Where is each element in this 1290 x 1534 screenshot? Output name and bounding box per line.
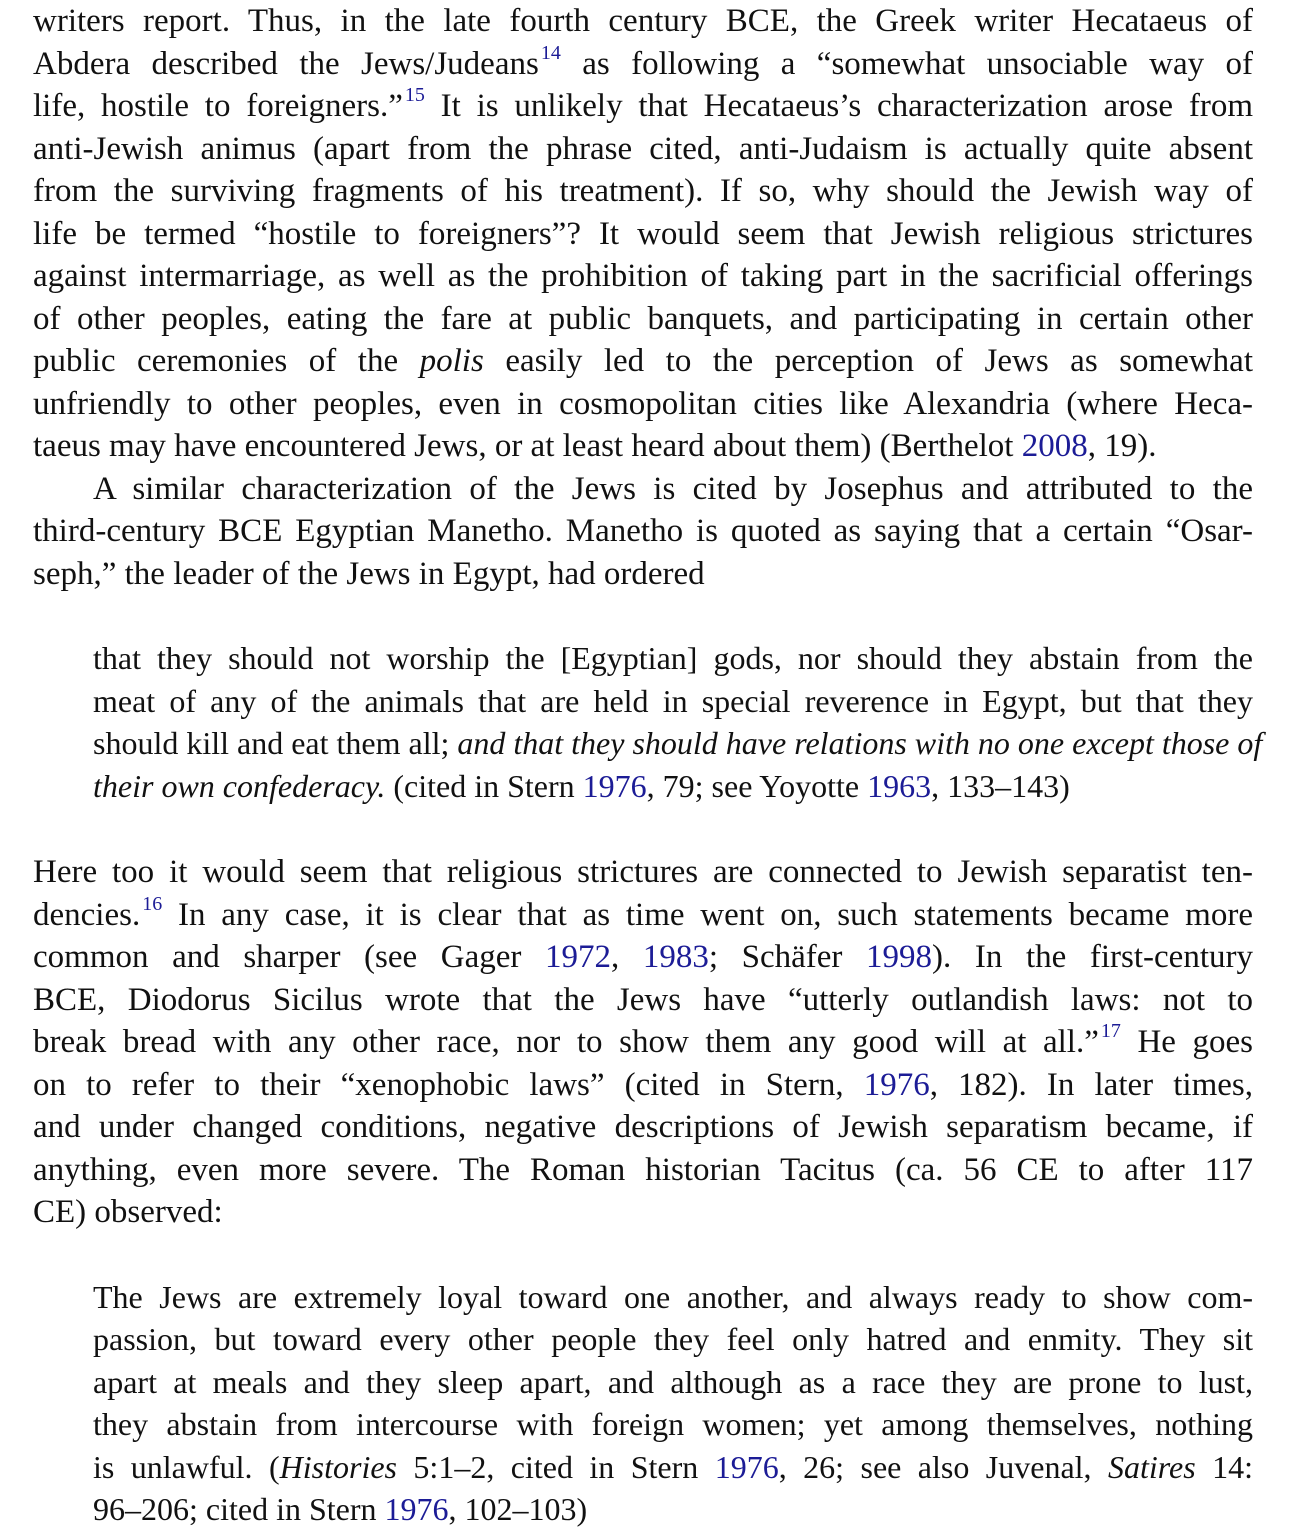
text-line: third-century BCE Egyptian Manetho. Manetho is quoted as saying that a certain “Osar- — [33, 513, 1253, 549]
text-line: against intermarriage, as well as the prohibition of taking part in the sacrificial offerings — [33, 258, 1253, 294]
text-line: that they should not worship the [Egyptian] gods, nor should they abstain from the — [93, 640, 1253, 676]
citation-link-1963[interactable]: 1963 — [867, 767, 932, 804]
text-line: passion, but toward every other people they feel only hatred and enmity. They sit — [93, 1321, 1253, 1357]
paragraph-hecataeus — [33, 0, 1253, 468]
citation-link-1972[interactable]: 1972 — [545, 939, 612, 975]
text-line: common and sharper (see Gager 1972, 1983; Schäfer 1998). In the first-century — [33, 939, 1253, 975]
paragraph-separatism — [33, 851, 1253, 1234]
italic-text: and that they should have relations with no one except those of — [457, 725, 1263, 761]
text-line: 96–206; cited in Stern 1976, 102–103) — [93, 1491, 588, 1527]
footnote-ref-14[interactable]: 14 — [540, 41, 561, 64]
blockquote-manetho — [93, 637, 1263, 807]
spacer — [33, 595, 1253, 637]
italic-text: Histories — [279, 1448, 397, 1485]
blockquote-tacitus — [93, 1276, 1253, 1531]
text-line: life, hostile to foreigners.” $^{15}$ It is unlikely that Hecataeus’s characterization arose from — [33, 84, 1253, 124]
text-line: BCE, Diodorus Sicilus wrote that the Jews have “utterly outlandish laws: not to — [33, 981, 1253, 1018]
text-line: on to refer to their “xenophobic laws” (cited in Stern, 1976, 182). In later times, — [33, 1066, 1253, 1103]
text-line: CE) observed: — [33, 1194, 223, 1230]
citation-link-1976[interactable]: 1976 — [863, 1066, 930, 1103]
text-line: should kill and eat them all; and that they should have relations with no one except those of — [93, 725, 1263, 761]
citation-link-1976[interactable]: 1976 — [582, 767, 647, 804]
spacer — [33, 1234, 1253, 1276]
text-line: they abstain from intercourse with foreign women; yet among themselves, nothing — [93, 1406, 1253, 1442]
italic-text: their own confederacy. — [93, 767, 386, 804]
text-line: meat of any of the animals that are held in special reverence in Egypt, but that they — [93, 682, 1253, 719]
footnote-ref-17[interactable]: 17 — [1100, 1020, 1121, 1042]
italic-text: polis — [419, 343, 484, 379]
text-line: Abdera described the Jews/Judeans $^{14}$ as following a “somewhat unsociable way of — [33, 41, 1253, 82]
text-line: writers report. Thus, in the late fourth century BCE, the Greek writer Hecataeus of — [33, 3, 1253, 39]
text-line: The Jews are extremely loyal toward one another, and always ready to show com- — [93, 1278, 1253, 1315]
text-line: public ceremonies of the polis easily led to the perception of Jews as somewhat — [33, 343, 1253, 379]
citation-link-1998[interactable]: 1998 — [866, 939, 933, 975]
citation-link-1983[interactable]: 1983 — [642, 939, 709, 975]
footnote-ref-15[interactable]: 15 — [404, 84, 425, 106]
text-line: Here too it would seem that religious strictures are connected to Jewish separatist ten- — [33, 854, 1253, 890]
text-line: anti-Jewish animus (apart from the phrase cited, anti-Judaism is actually quite absent — [33, 130, 1253, 167]
footnote-ref-16[interactable]: 16 — [142, 892, 163, 915]
text-line: unfriendly to other peoples, even in cosmopolitan cities like Alexandria (where Heca- — [33, 385, 1253, 422]
document-page — [33, 0, 1263, 1531]
paragraph-manetho — [33, 468, 1253, 596]
text-line: of other peoples, eating the fare at public banquets, and participating in certain other — [33, 300, 1253, 337]
spacer — [33, 807, 1253, 851]
text-line: anything, even more severe. The Roman historian Tacitus (ca. 56 CE to after 117 — [33, 1151, 1253, 1188]
citation-link-2008[interactable]: 2008 — [1021, 428, 1088, 464]
text-line: is unlawful. (Histories 5:1–2, cited in Stern 1976, 26; see also Juvenal, Satires 14: — [93, 1448, 1254, 1485]
citation-link-1976[interactable]: 1976 — [384, 1491, 449, 1527]
text-line: their own confederacy. (cited in Stern 1976, 79; see Yoyotte 1963, 133–143) — [93, 767, 1070, 804]
text-line: apart at meals and they sleep apart, and although as a race they are prone to lust, — [93, 1363, 1253, 1400]
text-line: taeus may have encountered Jews, or at least heard about them) (Berthelot 2008, 19). — [33, 428, 1157, 464]
text-line: seph,” the leader of the Jews in Egypt, had ordered — [33, 555, 705, 592]
text-line: life be termed “hostile to foreigners”? It would seem that Jewish religious strictures — [33, 215, 1253, 252]
text-line: and under changed conditions, negative descriptions of Jewish separatism became, if — [33, 1109, 1253, 1145]
text-line: dencies. $^{16}$ In any case, it is clear that as time went on, such statements became more — [33, 892, 1253, 933]
text-line: break bread with any other race, nor to show them any good will at all.” $^{17}$ He goes — [33, 1020, 1253, 1060]
italic-text: Satires — [1107, 1448, 1196, 1485]
text-line: from the surviving fragments of his treatment). If so, why should the Jewish way of — [33, 173, 1253, 209]
citation-link-1976[interactable]: 1976 — [714, 1448, 779, 1485]
text-line: A similar characterization of the Jews is cited by Josephus and attributed to the — [93, 470, 1253, 507]
